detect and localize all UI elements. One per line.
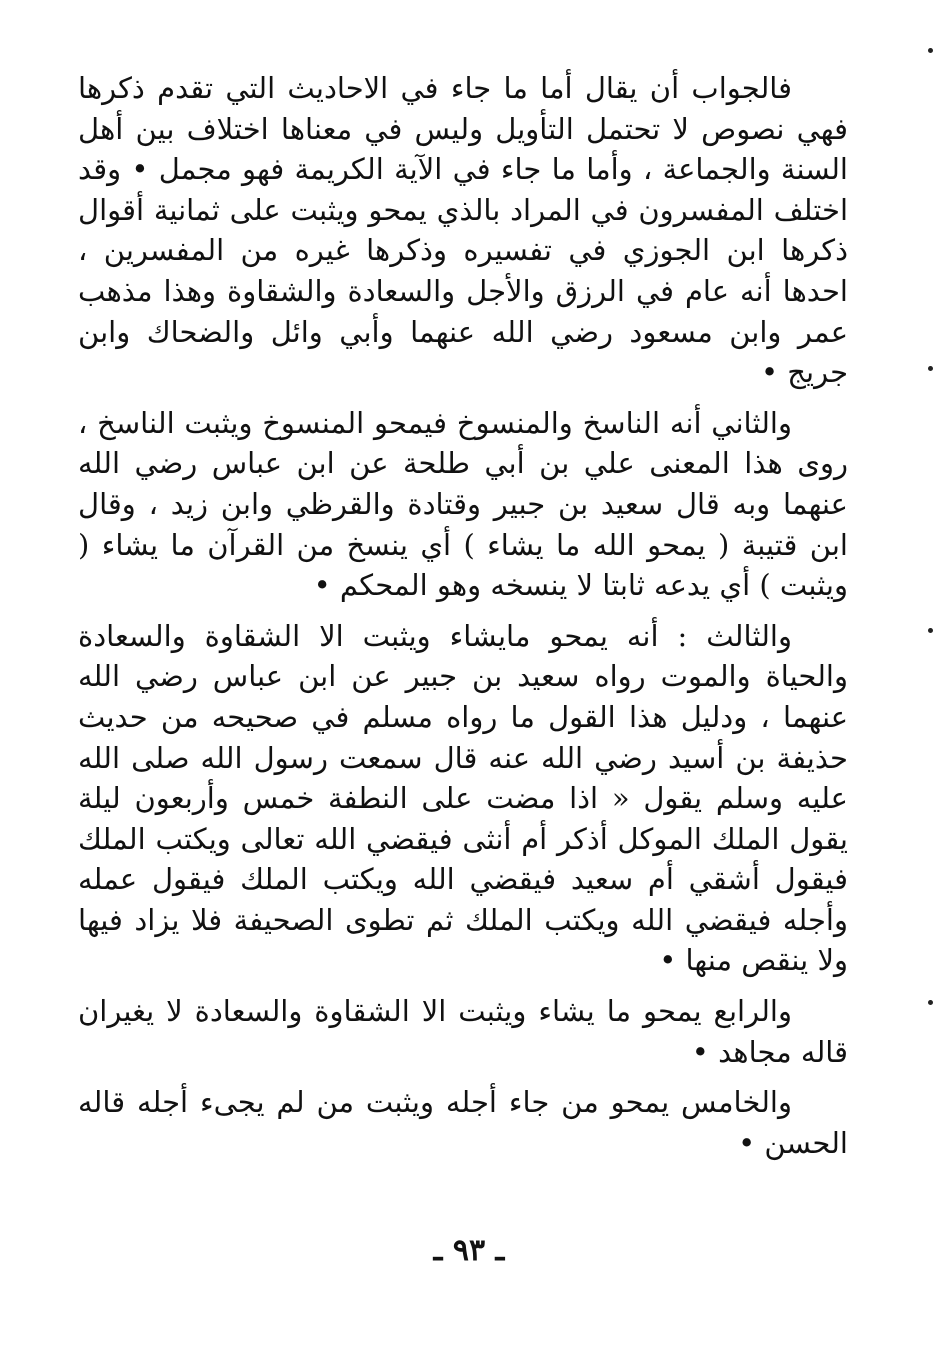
paragraph-fifth-opinion: والخامس يمحو من جاء أجله ويثبت من لم يجىء أجله قاله الحسن • bbox=[78, 1085, 848, 1160]
paragraph-third-opinion: والثالث : أنه يمحو مايشاء ويثبت الا الشقاوة والسعادة والحياة والموت رواه سعيد بن جبير عن ابن عباس رضي الله عنهما ، ودليل هذا القول ما رواه مسلم في صحيحه من حديث حذيفة بن أسيد رضي الله عنه قال سمعت رسول الله صلى الله عليه وسلم يقول « اذا مضت على النطفة خمس وأربعون ليلة يقول الملك الموكل أذكر أم أنثى فيقضي الله تعالى ويكتب الملك فيقول أشقي أم سعيد فيقضي الله ويكتب الملك فيقول عمله وأجله فيقضي الله ويكتب الملك ثم تطوى الصحيفة فلا يزاد فيها ولا ينقص منها • bbox=[78, 618, 848, 978]
paragraph-answer: فالجواب أن يقال أما ما جاء في الاحاديث التي تقدم ذكرها فهي نصوص لا تحتمل التأويل وليس في معناها اختلاف بين أهل السنة والجماعة ، وأما ما جاء في الآية الكريمة فهو مجمل • وقد اختلف المفسرون في المراد بالذي يمحو ويثبت على ثمانية أقوال ذكرها ابن الجوزي في تفسيره وذكرها غيره من المفسرين ، احدها أنه عام في الرزق والأجل والسعادة والشقاوة وهذا مذهب عمر وابن مسعود رضي الله عنهما وأبي وائل والضحاك وابن جريج • bbox=[78, 71, 848, 390]
paragraph-second-opinion: والثاني أنه الناسخ والمنسوخ فيمحو المنسوخ ويثبت الناسخ ، روى هذا المعنى علي بن أبي طلحة عن ابن عباس رضي الله عنهما وبه قال سعيد بن جبير وقتادة والقرظي وابن زيد ، وقال ابن قتيبة ( يمحو الله ما يشاء ) أي ينسخ من القرآن ما يشاء ( ويثبت ) أي يدعه ثابتا لا ينسخه وهو المحكم • bbox=[78, 405, 848, 603]
margin-mark bbox=[928, 366, 933, 371]
margin-mark bbox=[928, 1000, 933, 1005]
margin-mark bbox=[928, 628, 933, 633]
page-number: ـ ٩٣ ـ bbox=[433, 1233, 505, 1268]
margin-mark bbox=[928, 48, 933, 53]
document-page bbox=[78, 68, 848, 1328]
paragraph-fourth-opinion: والرابع يمحو ما يشاء ويثبت الا الشقاوة والسعادة لا يغيران قاله مجاهد • bbox=[78, 994, 848, 1069]
